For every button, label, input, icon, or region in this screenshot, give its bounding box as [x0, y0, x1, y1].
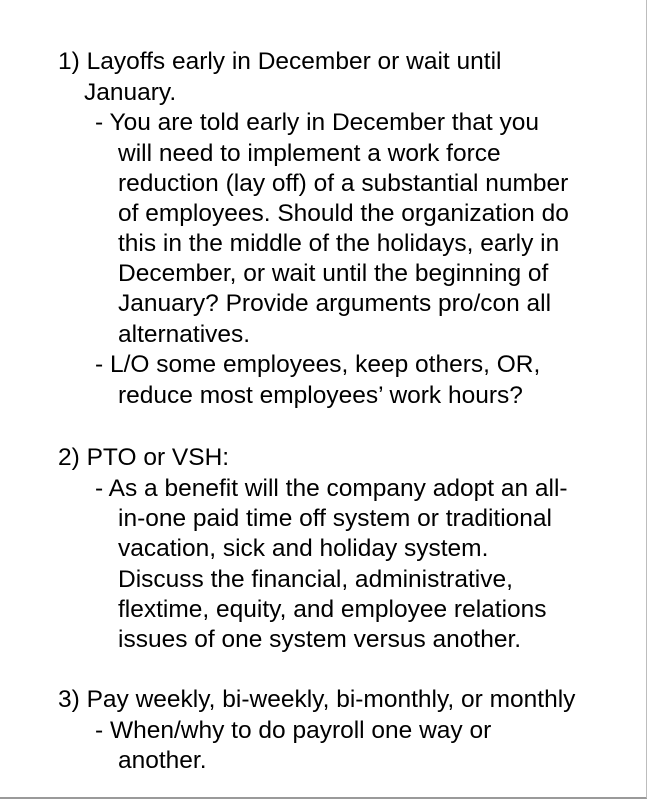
- section-1-bullet-1-line-3: reduction (lay off) of a substantial number: [118, 170, 569, 197]
- section-1-bullet-2-line-2: reduce most employees’ work hours?: [118, 382, 523, 409]
- section-2-bullet-1-line-5: flextime, equity, and employee relations: [118, 596, 547, 623]
- section-1-bullet-1-line-8: alternatives.: [118, 321, 251, 348]
- section-1-bullet-1-line-5: this in the middle of the holidays, early in: [118, 230, 560, 257]
- section-2-bullet-1-line-4: Discuss the financial, administrative,: [118, 566, 513, 593]
- section-1-bullet-2-line-1: - L/O some employees, keep others, OR,: [95, 351, 541, 378]
- section-1-heading-line-1: 1) Layoffs early in December or wait until: [58, 48, 502, 75]
- section-2-bullet-1-line-3: vacation, sick and holiday system.: [118, 535, 489, 562]
- section-3-heading: 3) Pay weekly, bi-weekly, bi-monthly, or monthly: [58, 686, 576, 713]
- section-1-bullet-1-line-7: January? Provide arguments pro/con all: [118, 290, 552, 317]
- section-1-bullet-1-line-4: of employees. Should the organization do: [118, 200, 569, 227]
- section-3-bullet-1-line-1: - When/why to do payroll one way or: [95, 717, 492, 744]
- section-1-bullet-1-line-1: - You are told early in December that you: [95, 109, 539, 136]
- section-2-bullet-1-line-2: in-one paid time off system or traditional: [118, 505, 552, 532]
- section-2-bullet-1-line-6: issues of one system versus another.: [118, 626, 522, 653]
- section-1-heading-line-2: January.: [84, 79, 177, 106]
- section-2-heading: 2) PTO or VSH:: [58, 444, 230, 471]
- section-1-bullet-1-line-6: December, or wait until the beginning of: [118, 260, 549, 287]
- section-1-bullet-1-line-2: will need to implement a work force: [118, 140, 501, 167]
- section-2-bullet-1-line-1: - As a benefit will the company adopt an all-: [95, 475, 568, 502]
- section-3-bullet-1-line-2: another.: [118, 747, 207, 774]
